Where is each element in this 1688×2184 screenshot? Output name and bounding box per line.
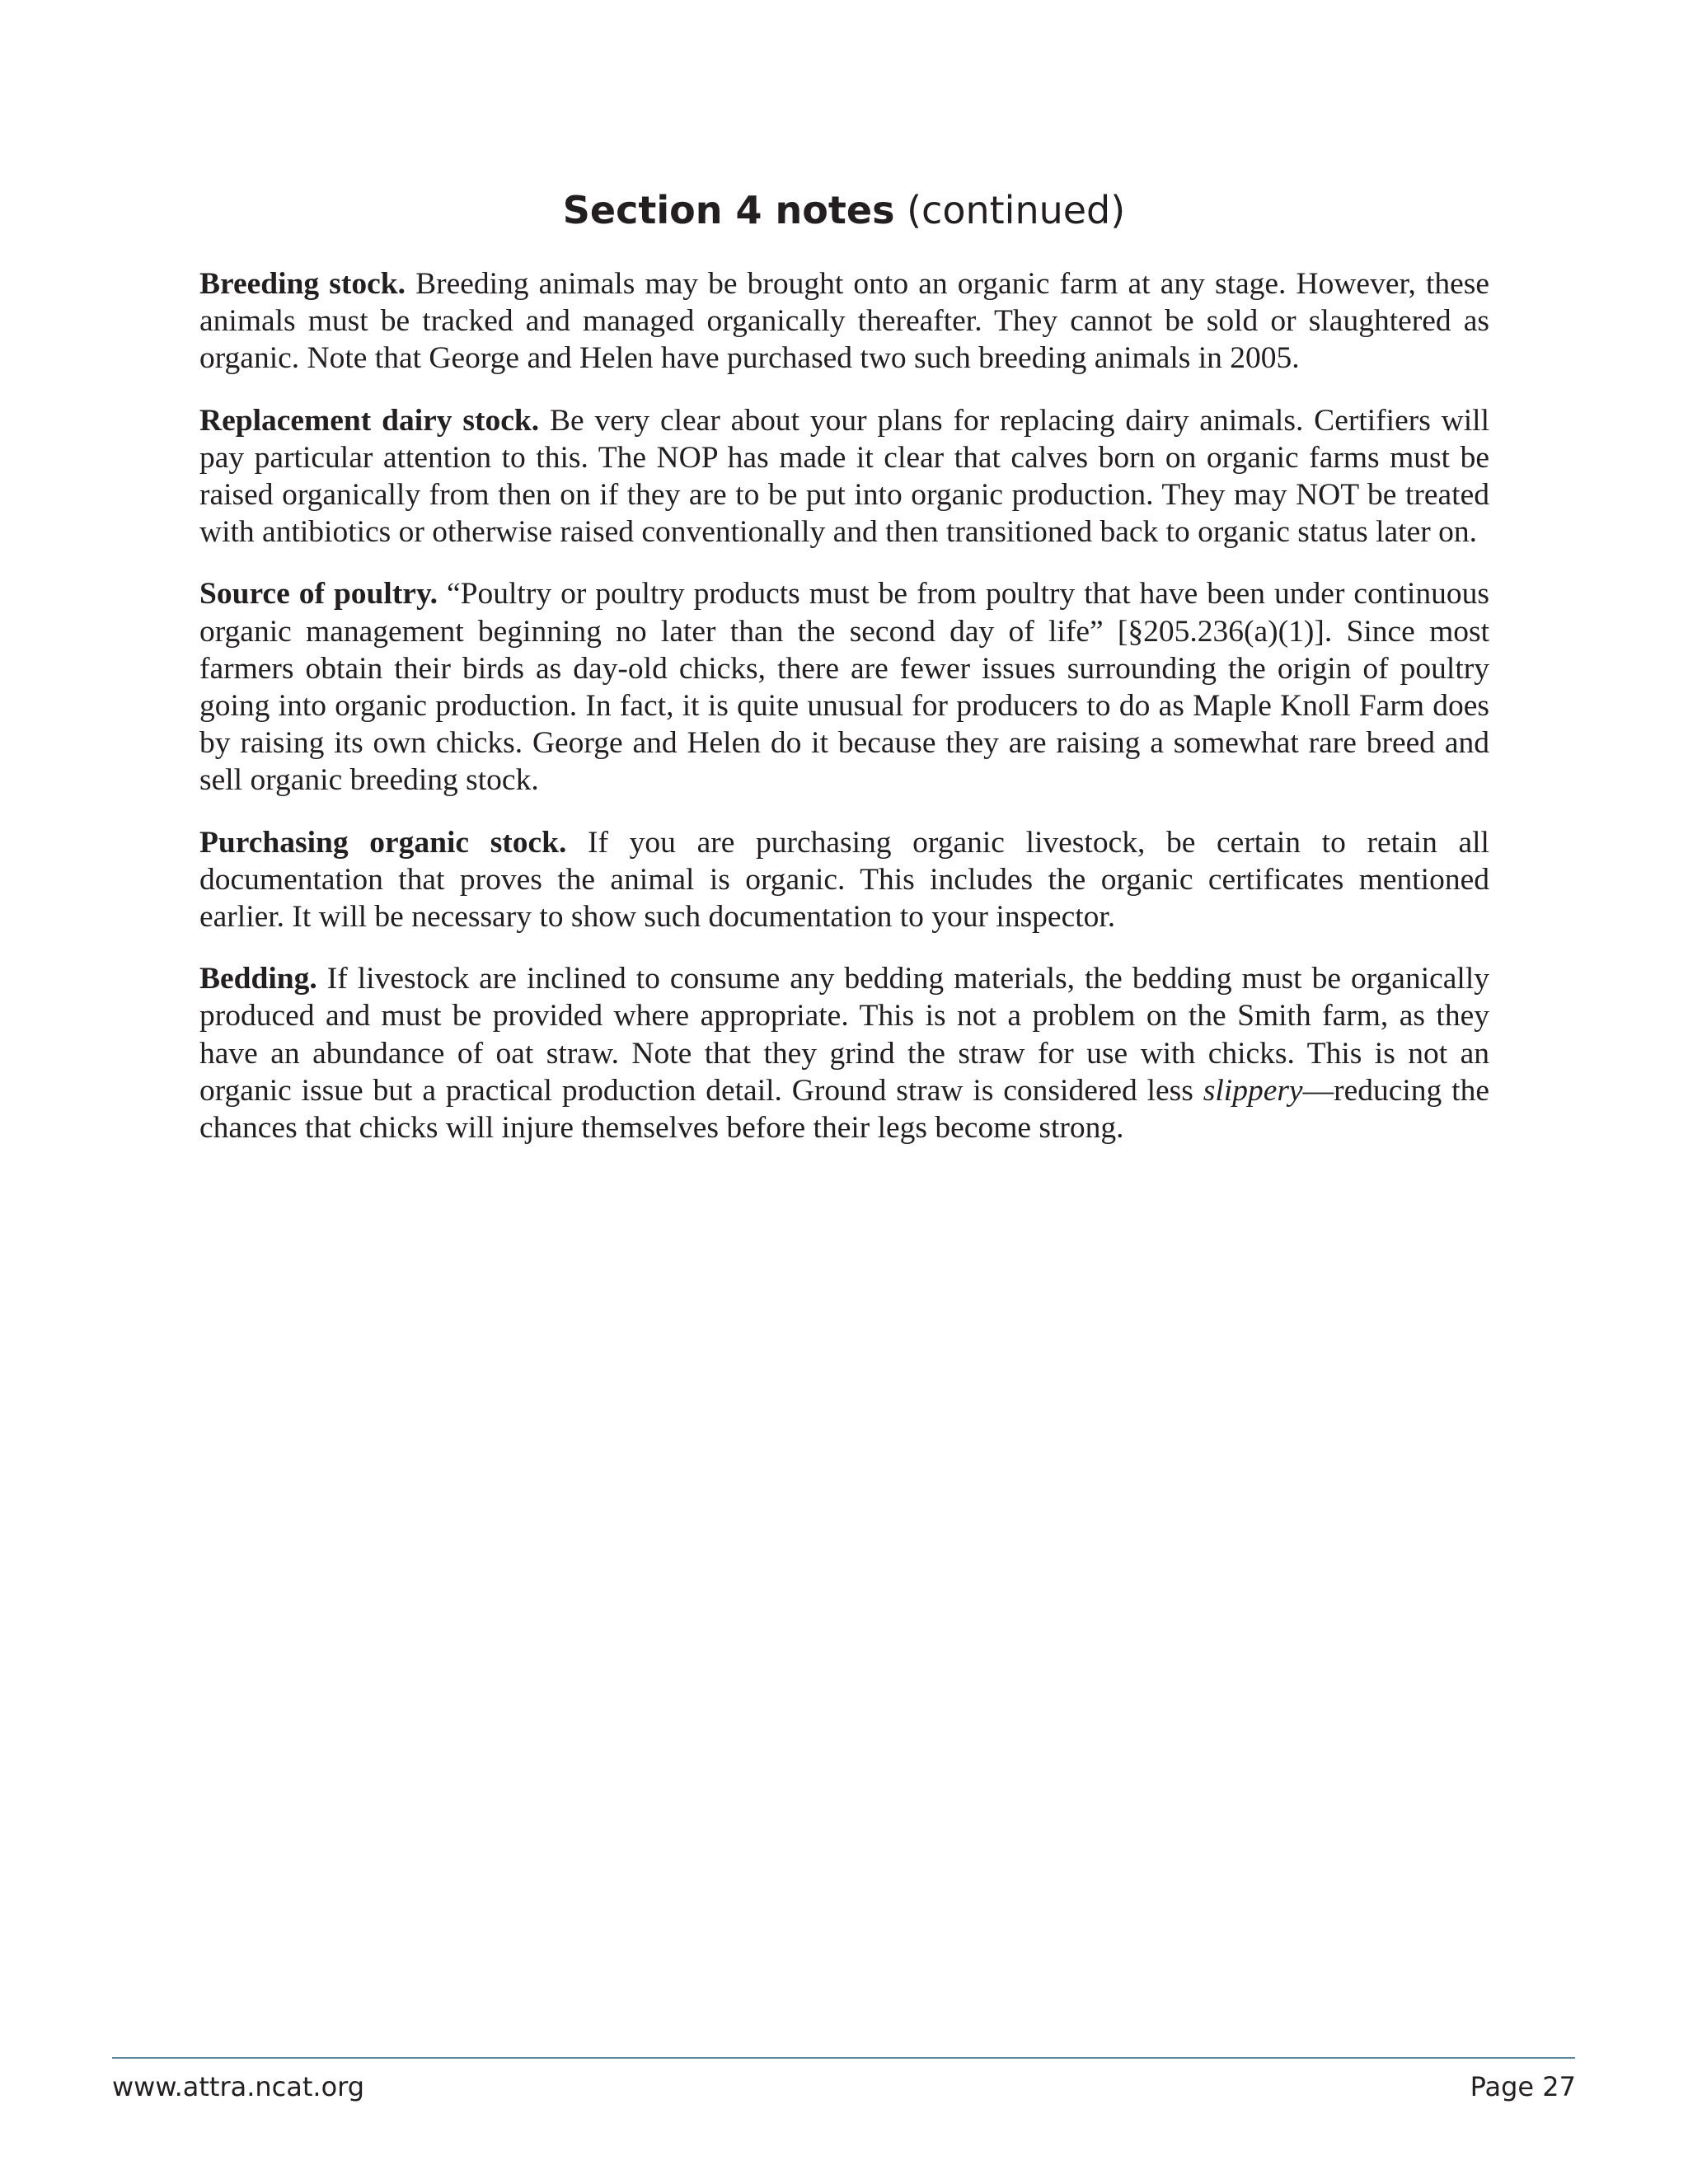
footer-url: www.attra.ncat.org — [112, 2071, 365, 2102]
paragraph-text: If livestock are inclined to consume any bedding materials, the bedding must be organically produced and must be provided where appropriate. This is not a problem on the Smith farm, as they have an abundance of oat straw. Note that they grind the straw for use with chicks. This is not an organic issue but a practical production detail. Ground straw is considered less — [199, 962, 1489, 1108]
paragraph-text: If you are purchasing organic livestock, be certain to retain all documentation that proves the animal is organic. This includes the organic certificates mentioned earlier. It will be necessary to show such documentation to your inspector. — [199, 825, 1489, 935]
paragraph-lead: Source of poultry. — [199, 577, 438, 612]
paragraph-bedding — [199, 960, 1489, 1146]
paragraph-italic: slippery — [1203, 1073, 1303, 1108]
paragraph-text-after: —reducing the chances that chicks will injure themselves before their legs become strong. — [199, 1073, 1489, 1146]
paragraph-lead: Breeding stock. — [199, 267, 406, 301]
paragraph-replacement-dairy-stock — [199, 402, 1489, 551]
title-continued: (continued) — [894, 188, 1126, 232]
title-bold: Section 4 notes — [562, 188, 895, 232]
paragraph-source-of-poultry — [199, 575, 1489, 799]
paragraph-text: Be very clear about your plans for replacing dairy animals. Certifiers will pay particular attention to this. The NOP has made it clear that calves born on organic farms must be raised organically from then on if they are to be put into organic production. They may NOT be treated with antibiotics or otherwise raised conventionally and then transitioned back to organic status later on. — [199, 403, 1489, 550]
notes-body — [199, 265, 1489, 1171]
page-title — [0, 188, 1688, 233]
paragraph-lead: Purchasing organic stock. — [199, 825, 567, 860]
paragraph-lead: Replacement dairy stock. — [199, 403, 540, 438]
page-number: Page 27 — [1470, 2071, 1576, 2102]
footer-divider — [112, 2057, 1575, 2059]
paragraph-lead: Bedding. — [199, 962, 317, 996]
paragraph-text: “Poultry or poultry products must be from poultry that have been under continuous organic management beginning no later than the second day of life” [§205.236(a)(1)]. Since most farmers obtain their birds as day-old chicks, there are fewer issues surrounding the origin of poultry going into organic production. In fact, it is quite unusual for producers to do as Maple Knoll Farm does by raising its own chicks. George and Helen do it because they are raising a somewhat rare breed and sell organic breeding stock. — [199, 577, 1490, 798]
paragraph-purchasing-organic-stock — [199, 824, 1489, 936]
paragraph-breeding-stock — [199, 265, 1489, 377]
paragraph-text: Breeding animals may be brought onto an organic farm at any stage. However, these animals must be tracked and managed organically thereafter. They cannot be sold or slaughtered as organic. Note that George and Helen have purchased two such breeding animals in 2005. — [199, 267, 1490, 376]
